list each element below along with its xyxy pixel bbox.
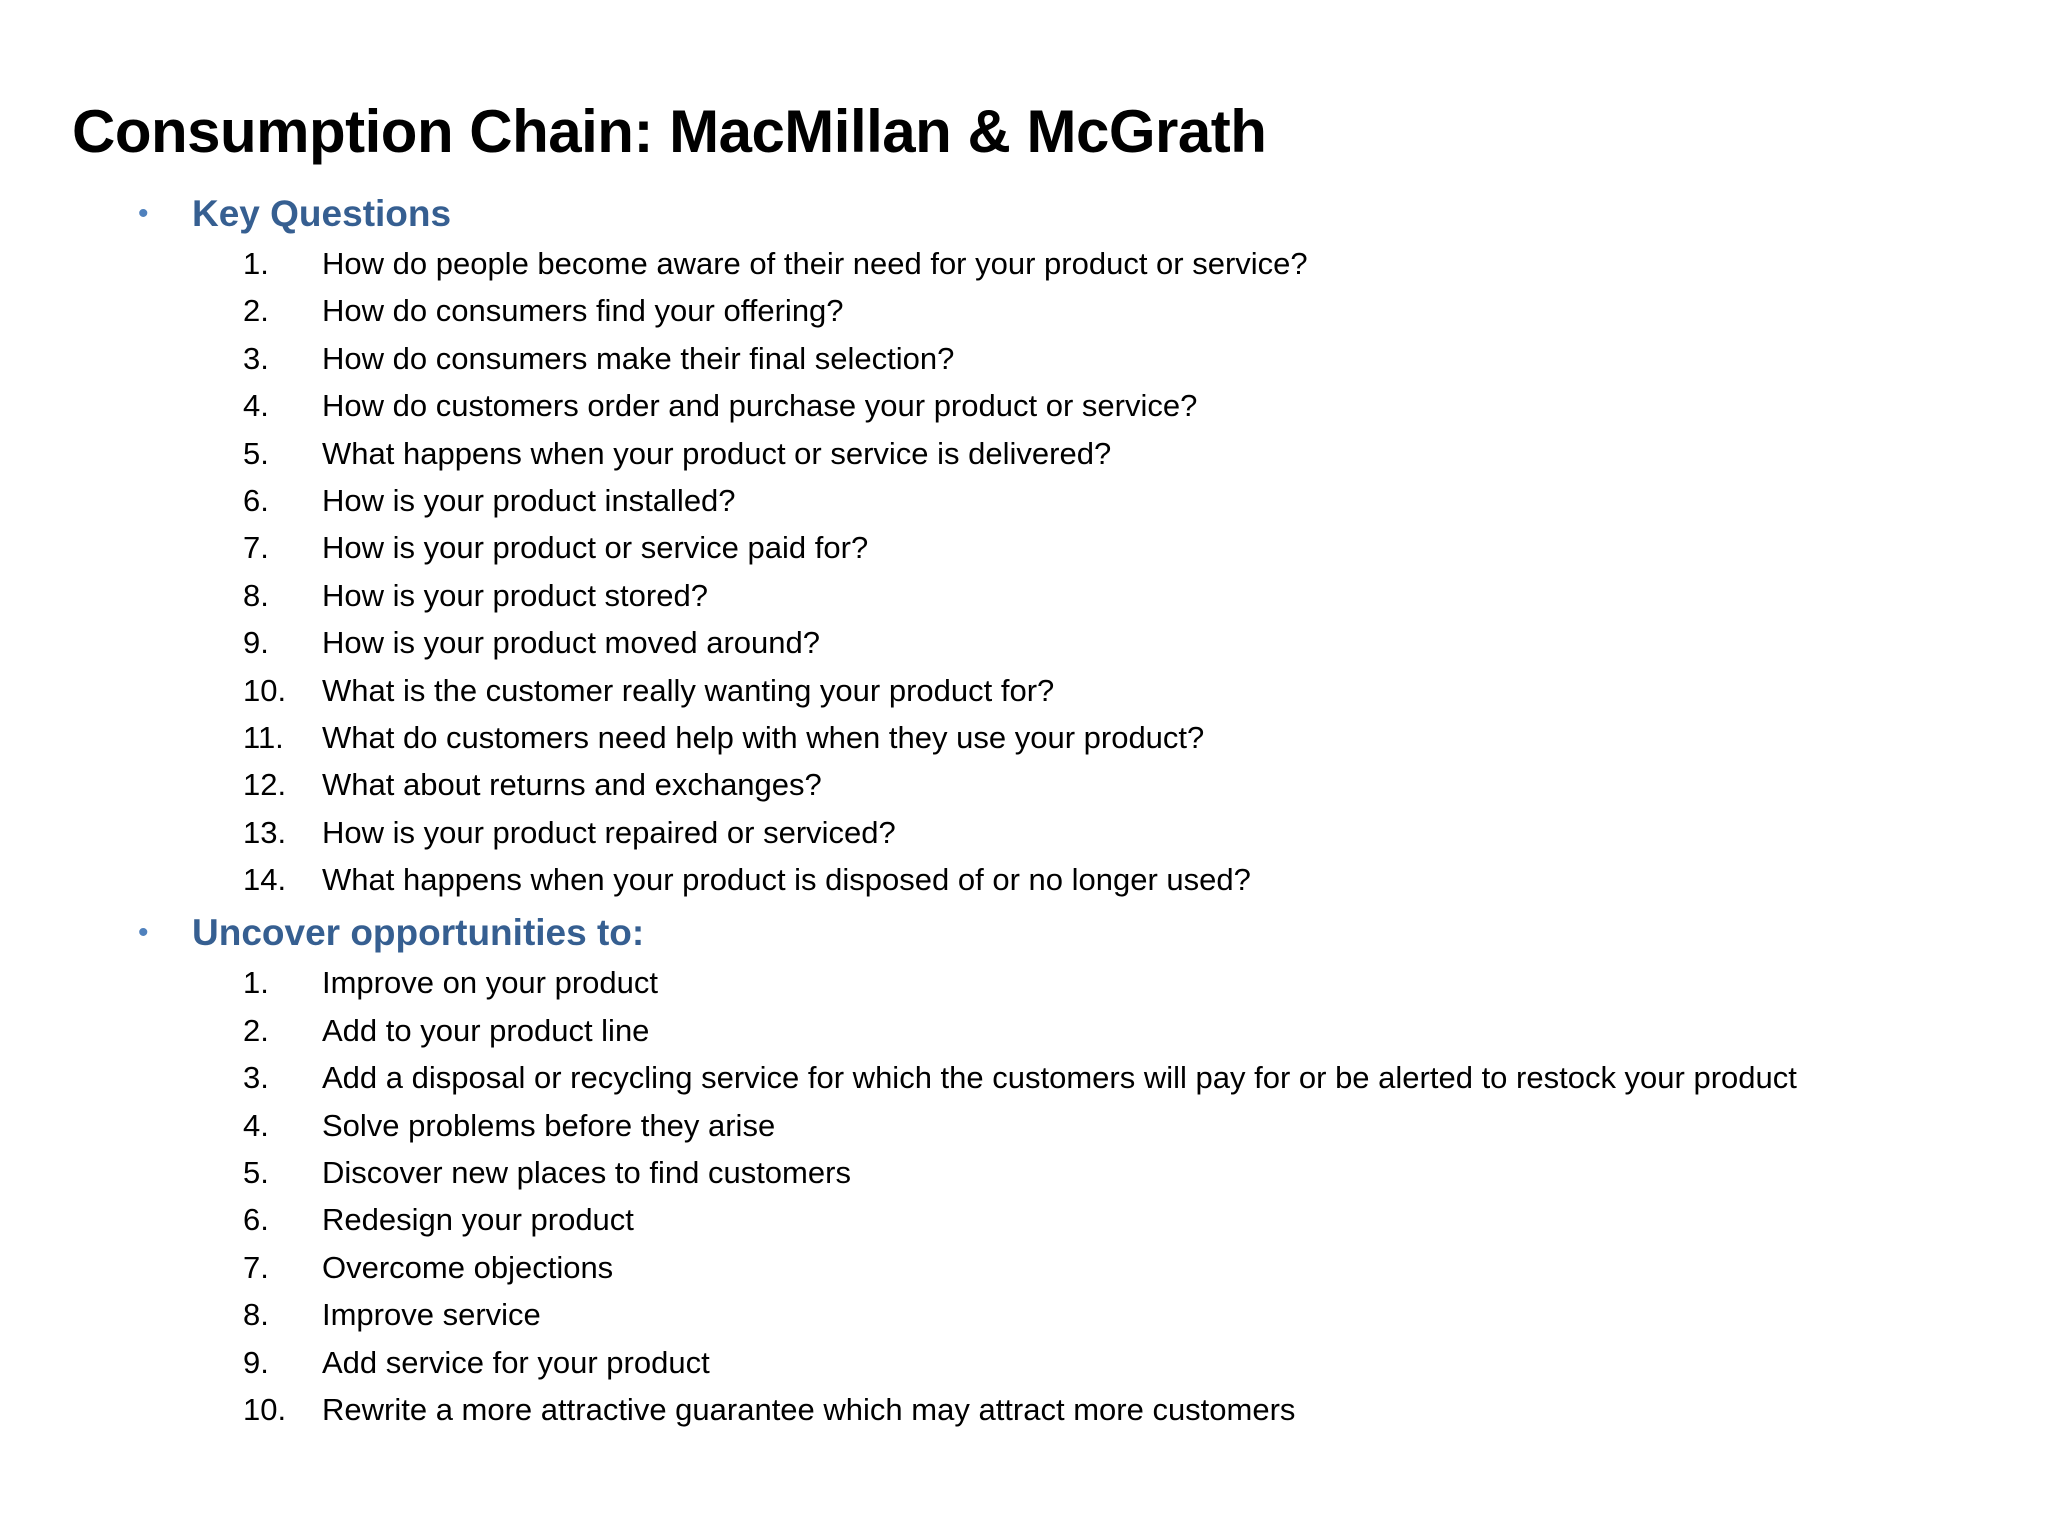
list-item [0,1007,2048,1054]
list-item-text: What happens when your product or service is delivered? [322,435,1112,471]
list-item [0,524,2048,571]
list-item [0,572,2048,619]
list-item [0,809,2048,856]
list-item [0,619,2048,666]
section-uncover-opportunities [0,907,2048,1433]
list-item-text: What happens when your product is disposed of or no longer used? [322,862,1251,898]
list-item-text: How is your product or service paid for? [322,530,869,566]
list-item [0,477,2048,524]
list-item [0,382,2048,429]
list-item [0,1291,2048,1338]
list-item-number: 1. [243,246,269,281]
list-item-number: 8. [243,577,269,613]
section-heading: Uncover opportunities to: [192,912,645,954]
list-item-text: How do consumers find your offering? [322,293,844,329]
list-item-text: What do customers need help with when they use your product? [322,719,1205,755]
list-item-number: 4. [243,388,269,424]
list-item [0,240,2048,287]
list-item [0,667,2048,714]
list-item-number: 9. [243,1344,269,1380]
list-item-number: 8. [243,1297,269,1333]
list-item-text: How do people become aware of their need for your product or service? [322,246,1308,281]
list-item-number: 10. [243,1391,287,1427]
list-item-text: What about returns and exchanges? [322,767,822,803]
list-item-number: 1. [243,965,269,1001]
list-item-text: Improve service [322,1297,541,1333]
section-key-questions [0,188,2048,903]
numbered-list [0,240,2048,903]
slide-title: Consumption Chain: MacMillan & McGrath [72,98,1267,165]
list-item-number: 12. [243,767,287,803]
list-item [0,959,2048,1006]
list-item-number: 3. [243,1060,269,1096]
list-item-number: 7. [243,530,269,566]
list-item-number: 5. [243,1155,269,1191]
list-item [0,1149,2048,1196]
list-item-text: How is your product stored? [322,577,708,613]
list-item-number: 4. [243,1107,269,1143]
list-item [0,856,2048,903]
list-item [0,287,2048,334]
section-heading: Key Questions [192,193,452,234]
list-item [0,1244,2048,1291]
list-item-text: Add to your product line [322,1012,650,1048]
list-item [0,1386,2048,1433]
list-item-number: 7. [243,1249,269,1285]
list-item [0,430,2048,477]
bullet-dot-icon: • [138,916,149,950]
list-item [0,1339,2048,1386]
list-item-text: How is your product repaired or serviced? [322,814,896,850]
list-item-number: 10. [243,672,287,708]
list-item-text: Discover new places to find customers [322,1155,851,1191]
list-item-number: 6. [243,1202,269,1238]
slide-content [0,188,2048,1433]
list-item-number: 2. [243,293,269,329]
list-item-text: Rewrite a more attractive guarantee which may attract more customers [322,1391,1296,1427]
list-item-text: How is your product moved around? [322,625,820,661]
list-item-number: 13. [243,814,287,850]
list-item-text: Solve problems before they arise [322,1107,776,1143]
list-item-text: Overcome objections [322,1249,614,1285]
list-item-number: 9. [243,625,269,661]
numbered-list [0,959,2048,1433]
list-item [0,335,2048,382]
bullet-dot-icon: • [138,197,149,230]
list-item-number: 3. [243,340,269,376]
list-item [0,714,2048,761]
list-item-text: How do customers order and purchase your product or service? [322,388,1198,424]
list-item [0,1196,2048,1243]
section-heading-row [0,188,2048,240]
list-item-text: Redesign your product [322,1202,634,1238]
list-item-text: Add a disposal or recycling service for which the customers will pay for or be alerted to restock your product [322,1060,1797,1096]
list-item-number: 2. [243,1012,269,1048]
list-item-text: How is your product installed? [322,482,736,518]
list-item [0,1054,2048,1101]
list-item-number: 6. [243,482,269,518]
list-item-number: 11. [243,719,284,755]
list-item-number: 14. [243,862,287,898]
list-item-text: Add service for your product [322,1344,710,1380]
list-item-text: Improve on your product [322,965,659,1001]
list-item [0,1102,2048,1149]
list-item-number: 5. [243,435,269,471]
list-item-text: What is the customer really wanting your product for? [322,672,1055,708]
list-item-text: How do consumers make their final selection? [322,340,955,376]
section-heading-row [0,907,2048,959]
list-item [0,761,2048,808]
